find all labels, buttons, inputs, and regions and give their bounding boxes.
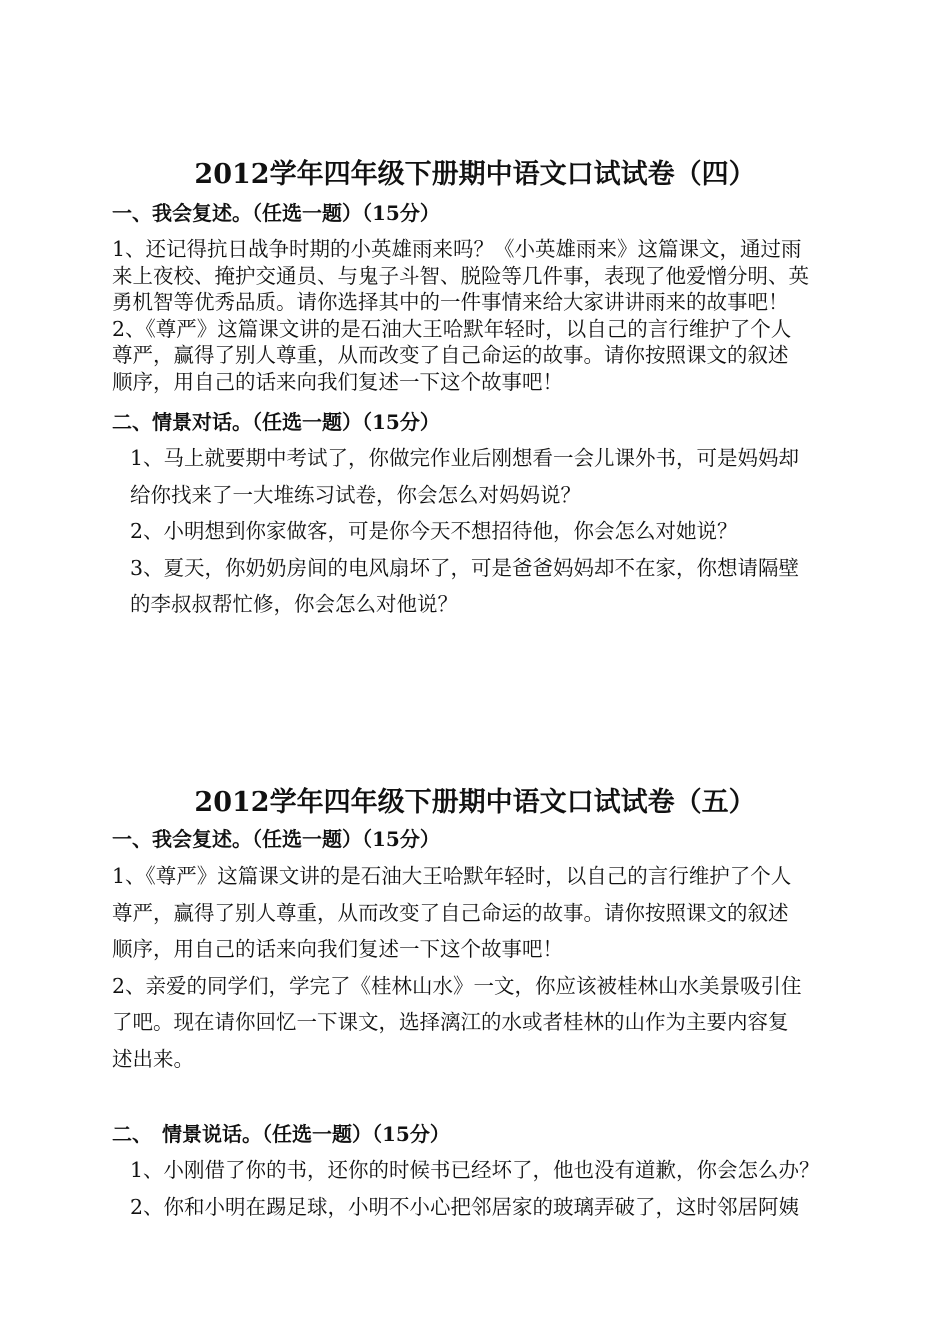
text-line: 1、小刚借了你的书，还你的时候书已经坏了，他也没有道歉，你会怎么办？ — [130, 1158, 820, 1182]
exam4-section2-heading: 二、情景对话。（任选一题）（15分） — [112, 410, 440, 434]
exam4-title: 2012学年四年级下册期中语文口试试卷（四） — [194, 159, 756, 190]
exam5-title: 2012学年四年级下册期中语文口试试卷（五） — [194, 787, 756, 818]
text-line: 了吧。现在请你回忆一下课文，选择漓江的水或者桂林的山作为主要内容复 — [112, 1010, 789, 1034]
text-line: 2、小明想到你家做客，可是你今天不想招待他，你会怎么对她说？ — [130, 519, 738, 543]
exam5-section1-body — [112, 858, 802, 1077]
text-line: 3、夏天，你奶奶房间的电风扇坏了，可是爸爸妈妈却不在家，你想请隔壁 — [130, 555, 800, 580]
text-line: 2、亲爱的同学们，学完了《桂林山水》一文，你应该被桂林山水美景吸引住 — [112, 973, 802, 998]
exam5-section2-body — [130, 1152, 820, 1225]
exam4-section2-body — [130, 440, 799, 623]
text-line: 2、《尊严》这篇课文讲的是石油大王哈默年轻时，以自己的言行维护了个人 — [112, 316, 792, 341]
text-line: 来上夜校、掩护交通员、与鬼子斗智、脱险等几件事，表现了他爱憎分明、英 — [112, 263, 809, 288]
exam4-section1-heading: 一、我会复述。（任选一题）（15分） — [112, 201, 440, 225]
exam5-section2-heading: 二、 情景说话。（任选一题）（15分） — [112, 1122, 450, 1146]
text-line: 顺序，用自己的话来向我们复述一下这个故事吧！ — [112, 369, 563, 394]
text-line: 顺序，用自己的话来向我们复述一下这个故事吧！ — [112, 937, 563, 961]
text-line: 的李叔叔帮忙修，你会怎么对他说？ — [130, 592, 458, 616]
exam5-section1-heading: 一、我会复述。（任选一题）（15分） — [112, 827, 440, 851]
text-line: 1、《尊严》这篇课文讲的是石油大王哈默年轻时，以自己的言行维护了个人 — [112, 864, 792, 888]
exam4-section1-body — [112, 236, 809, 395]
text-line: 勇机智等优秀品质。请你选择其中的一件事情来给大家讲讲雨来的故事吧！ — [112, 290, 789, 314]
text-line: 1、还记得抗日战争时期的小英雄雨来吗？《小英雄雨来》这篇课文，通过雨 — [112, 237, 802, 261]
text-line: 2、你和小明在踢足球，小明不小心把邻居家的玻璃弄破了，这时邻居阿姨 — [130, 1194, 800, 1219]
text-line: 1、马上就要期中考试了，你做完作业后刚想看一会儿课外书，可是妈妈却 — [130, 446, 800, 470]
text-line: 给你找来了一大堆练习试卷，你会怎么对妈妈说？ — [130, 482, 581, 507]
text-line: 尊严，赢得了别人尊重，从而改变了自己命运的故事。请你按照课文的叙述 — [112, 343, 789, 367]
text-line: 述出来。 — [112, 1046, 194, 1071]
text-line: 尊严，赢得了别人尊重，从而改变了自己命运的故事。请你按照课文的叙述 — [112, 900, 789, 925]
